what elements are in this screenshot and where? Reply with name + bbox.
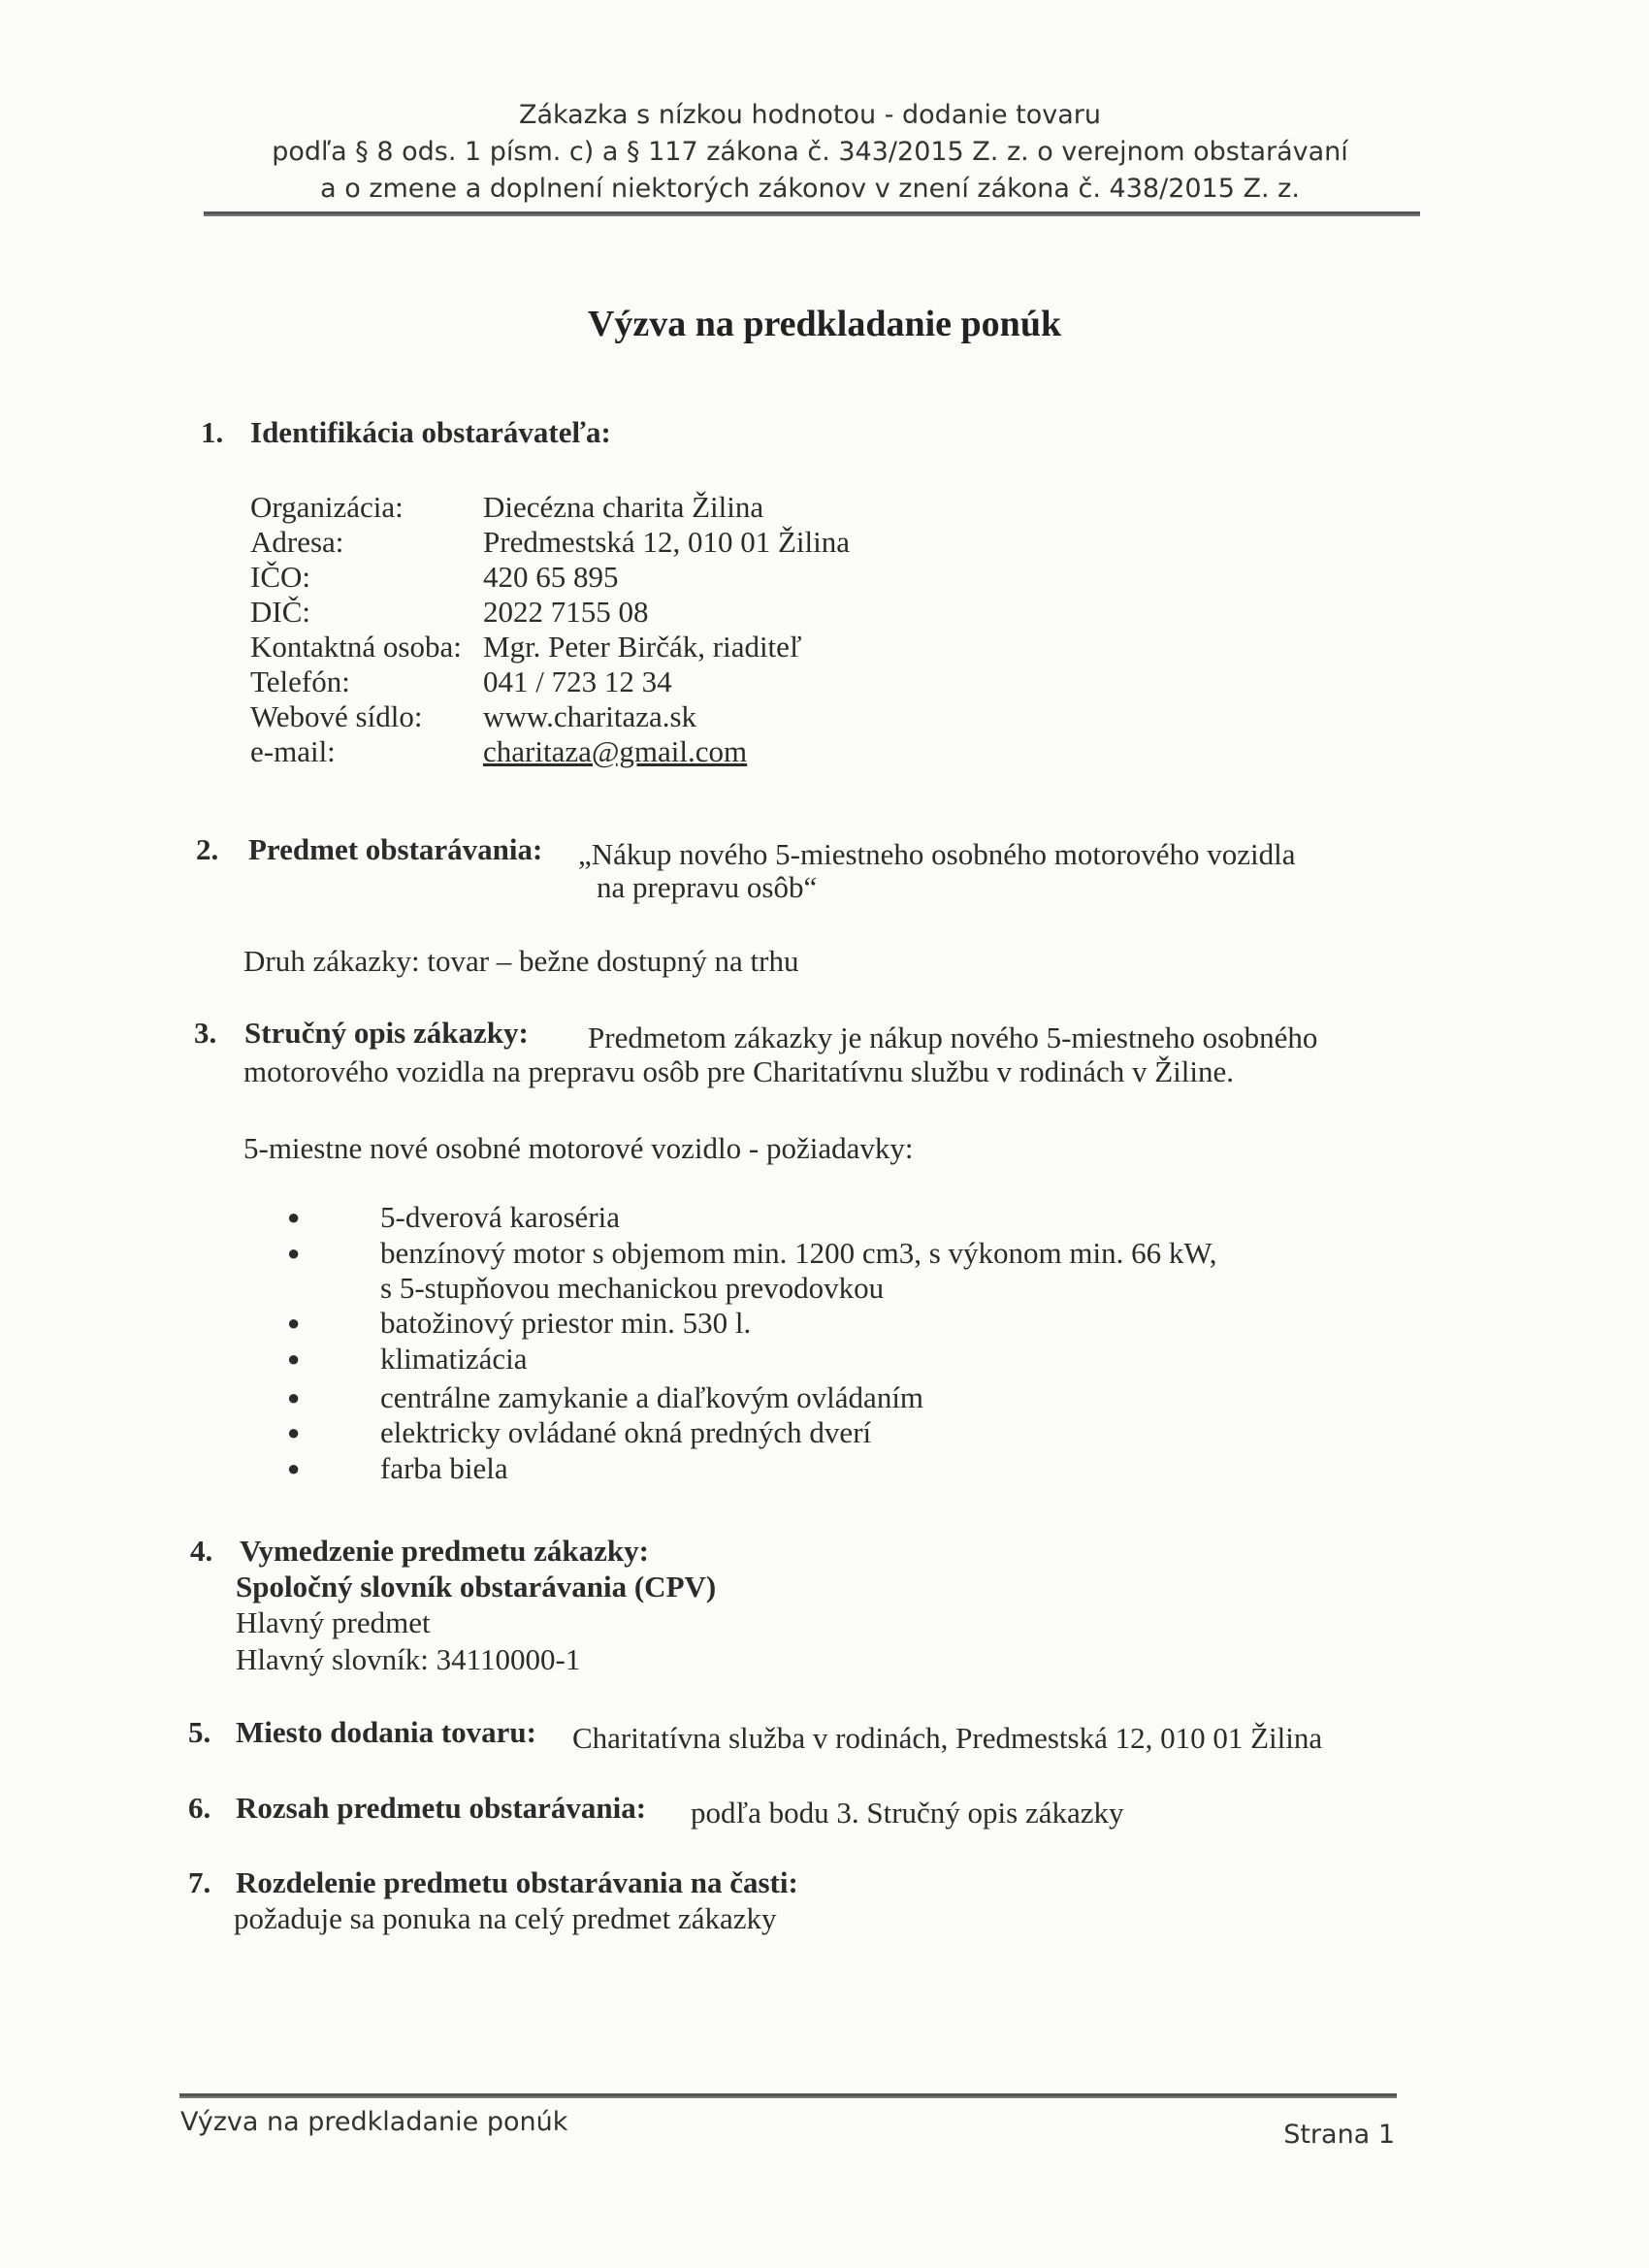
id-value: Mgr. Peter Birčák, riaditeľ <box>483 630 802 664</box>
id-label: Adresa: <box>250 525 344 559</box>
header-line-1: Zákazka s nízkou hodnotou - dodanie tovaru <box>518 100 1102 130</box>
section-3-description-line-1: Predmetom zákazky je nákup nového 5-miestneho osobného <box>588 1021 1318 1054</box>
section-4-number: 4. <box>190 1534 213 1568</box>
email-link[interactable]: charitaza@gmail.com <box>483 734 748 768</box>
division-text: požaduje sa ponuka na celý predmet zákazky <box>234 1901 777 1935</box>
id-value: 420 65 895 <box>483 560 619 594</box>
list-item-text: s 5-stupňovou mechanickou prevodovkou <box>380 1271 885 1305</box>
bullet-icon: ● <box>287 1456 301 1480</box>
id-value: 2022 7155 08 <box>483 595 649 629</box>
section-1-number: 1. <box>201 415 224 449</box>
bullet-icon: ● <box>287 1205 301 1229</box>
bullet-icon: ● <box>287 1420 301 1444</box>
website-link[interactable]: www.charitaza.sk <box>483 699 697 733</box>
section-2-heading: Predmet obstarávania: <box>248 832 543 866</box>
header-line-2: podľa § 8 ods. 1 písm. c) a § 117 zákona č. 343/2015 Z. z. o verejnom obstarávaní <box>272 137 1348 167</box>
section-4-heading: Vymedzenie predmetu zákazky: <box>240 1534 649 1568</box>
list-item-text: elektricky ovládané okná predných dverí <box>380 1415 872 1449</box>
section-3-heading: Stručný opis zákazky: <box>244 1016 529 1050</box>
list-item-text: centrálne zamykanie a diaľkovým ovládaním <box>380 1380 924 1414</box>
header-divider <box>204 211 1420 216</box>
section-2-contract-type: Druh zákazky: tovar – bežne dostupný na trhu <box>243 944 799 978</box>
requirements-title: 5-miestne nové osobné motorové vozidlo - požiadavky: <box>243 1131 914 1165</box>
page-header <box>189 97 1431 208</box>
list-item-text: klimatizácia <box>380 1342 528 1376</box>
scope-text: podľa bodu 3. Stručný opis zákazky <box>691 1796 1124 1830</box>
cpv-heading: Spoločný slovník obstarávania (CPV) <box>236 1570 717 1604</box>
bullet-icon: ● <box>287 1346 301 1371</box>
section-7-heading: Rozdelenie predmetu obstarávania na časti: <box>236 1865 798 1899</box>
section-1-heading: Identifikácia obstarávateľa: <box>250 415 611 449</box>
bullet-icon: ● <box>287 1241 301 1265</box>
id-label: e-mail: <box>250 734 336 768</box>
section-2-number: 2. <box>196 832 219 866</box>
delivery-place: Charitatívna služba v rodinách, Predmestská 12, 010 01 Žilina <box>572 1721 1323 1755</box>
cpv-main-vocabulary: Hlavný slovník: 34110000-1 <box>236 1642 581 1676</box>
bullet-icon: ● <box>287 1385 301 1409</box>
section-6-number: 6. <box>188 1791 211 1825</box>
section-7-number: 7. <box>188 1865 211 1899</box>
bullet-icon: ● <box>287 1311 301 1335</box>
section-2-subject-line-2: na prepravu osôb“ <box>597 870 818 904</box>
section-5-heading: Miesto dodania tovaru: <box>236 1715 536 1749</box>
section-5-number: 5. <box>188 1715 211 1749</box>
list-item-text: 5-dverová karoséria <box>380 1200 621 1234</box>
header-line-3: a o zmene a doplnení niektorých zákonov v znení zákona č. 438/2015 Z. z. <box>320 174 1300 204</box>
cpv-main-subject: Hlavný predmet <box>236 1605 431 1639</box>
id-label: IČO: <box>250 560 310 594</box>
section-3-number: 3. <box>194 1016 217 1050</box>
section-3-description-line-2: motorového vozidla na prepravu osôb pre Charitatívnu službu v rodinách v Žiline. <box>243 1054 1235 1088</box>
list-item-text: farba biela <box>380 1451 508 1485</box>
id-value: Predmestská 12, 010 01 Žilina <box>483 525 850 559</box>
id-value: Diecézna charita Žilina <box>483 490 764 524</box>
footer-document-title: Výzva na predkladanie ponúk <box>180 2107 568 2137</box>
section-2-subject-line-1: „Nákup nového 5-miestneho osobného motorového vozidla <box>578 837 1296 871</box>
document-title: Výzva na predkladanie ponúk <box>587 304 1062 344</box>
list-item-text: benzínový motor s objemom min. 1200 cm3, s výkonom min. 66 kW, <box>380 1236 1217 1270</box>
id-label: DIČ: <box>250 595 310 629</box>
footer-divider <box>179 2093 1397 2098</box>
list-item-text: batožinový priestor min. 530 l. <box>380 1306 752 1340</box>
id-value: 041 / 723 12 34 <box>483 664 672 698</box>
id-label: Telefón: <box>250 664 350 698</box>
id-label: Kontaktná osoba: <box>250 630 462 664</box>
page-number: Strana 1 <box>1283 2120 1395 2150</box>
id-label: Organizácia: <box>250 490 404 524</box>
section-6-heading: Rozsah predmetu obstarávania: <box>236 1791 647 1825</box>
id-label: Webové sídlo: <box>250 699 423 733</box>
